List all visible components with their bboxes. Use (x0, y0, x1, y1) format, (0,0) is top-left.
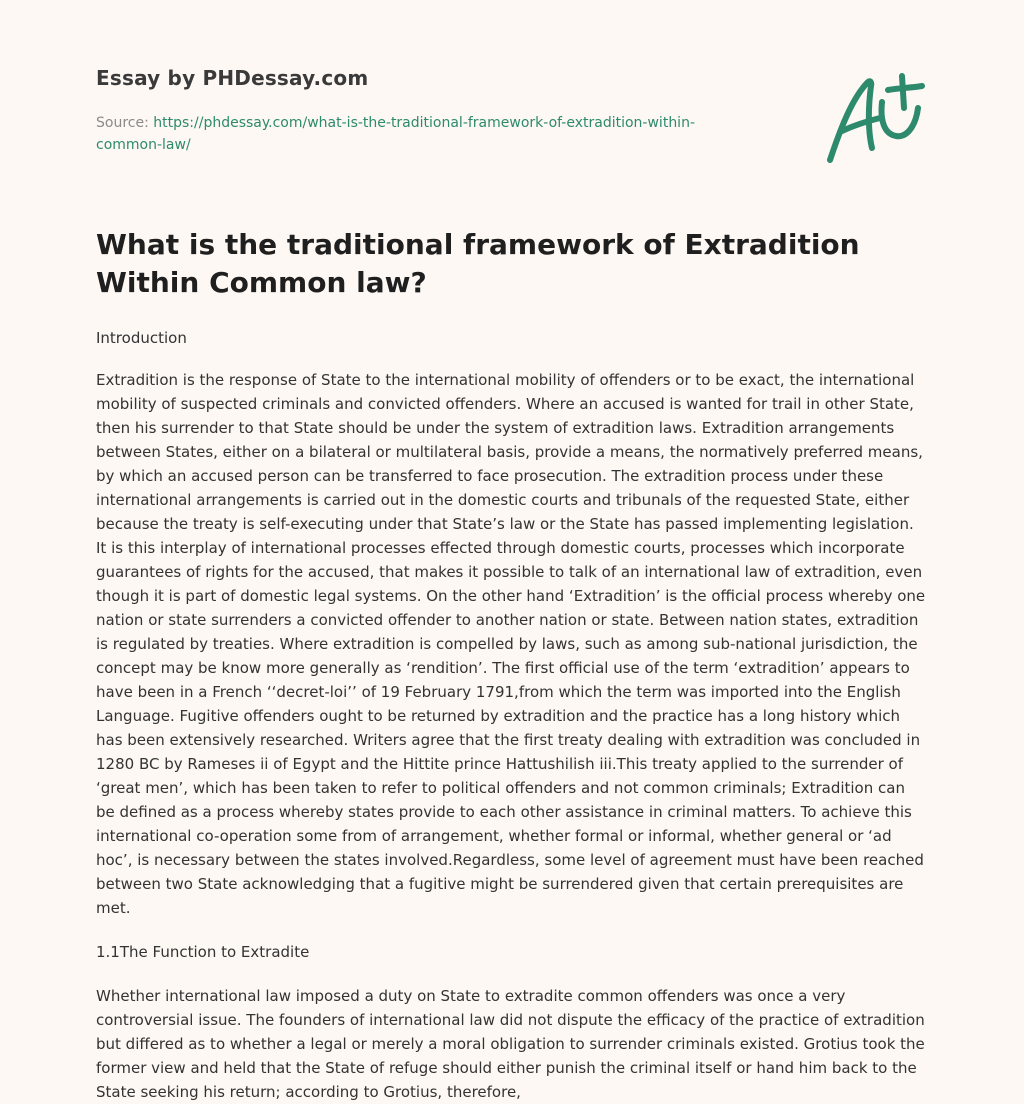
paragraph: Whether international law imposed a duty on State to extradite common offenders was once a very controversial issue. The founders of international law did not dispute the efficacy of the practice of extradition but differed as to whether a legal or merely a moral obligation to surrender criminals existed. Grotius took the former view and held that the State of refuge should either punish the criminal itself or hand him back to the State seeking his return; according to Grotius, therefore, (96, 987, 925, 1101)
source-line (96, 112, 736, 156)
essay-title: What is the traditional framework of Extradition Within Common law? (96, 228, 860, 299)
section-heading: 1.1The Function to Extradite (96, 943, 310, 961)
source-link[interactable]: https://phdessay.com/what-is-the-traditional-framework-of-extradition-within-common-law/ (96, 115, 695, 153)
a-plus-logo-icon (822, 68, 932, 168)
site-brand: Essay by PHDessay.com (96, 66, 369, 90)
source-label: Source: (96, 115, 154, 131)
paragraph: Extradition is the response of State to the international mobility of offenders or to be exact, the international mobility of suspected criminals and convicted offenders. Where an accused is wanted for trail in other State, then his surrender to that State should be under the system of extradition laws. Extradition arrangements between States, either on a bilateral or multilateral basis, provide a means, the normatively preferred means, by which an accused person can be transferred to face prosecution. The extradition process under these international arrangements is carried out in the domestic courts and tribunals of the requested State, either because the treaty is self-executing under that State’s law or the State has passed implementing legislation. It is this interplay of international processes effected through domestic courts, processes which incorporate guarantees of rights for the accused, that makes it possible to talk of an international law of extradition, even though it is part of domestic legal systems. On the other hand ‘Extradition’ is the official process whereby one nation or state surrenders a convicted offender to another nation or state. Between nation states, extradition is regulated by treaties. Where extradition is compelled by laws, such as among sub-national jurisdiction, the concept may be know more generally as ‘rendition’. The first official use of the term ‘extradition’ appears to have been in a French ‘‘decret-loi’’ of 19 February 1791,from which the term was imported into the English Language. Fugitive offenders ought to be returned by extradition and the practice has a long history which has been extensively researched. Writers agree that the first treaty dealing with extradition was concluded in 1280 BC by Rameses ii of Egypt and the Hittite prince Hattushilish iii.This treaty applied to the surrender of ‘great men’, which has been taken to refer to political offenders and not common criminals; Extradition can be defined as a process whereby states provide to each other assistance in criminal matters. To achieve this international co-operation some from of arrangement, whether formal or informal, whether general or ‘ad hoc’, is necessary between the states involved.Regardless, some level of agreement must have been reached between two State acknowledging that a fugitive might be surrendered given that certain prerequisites are met. (96, 371, 926, 917)
essay-content (96, 326, 926, 1104)
intro-heading: Introduction (96, 329, 187, 347)
